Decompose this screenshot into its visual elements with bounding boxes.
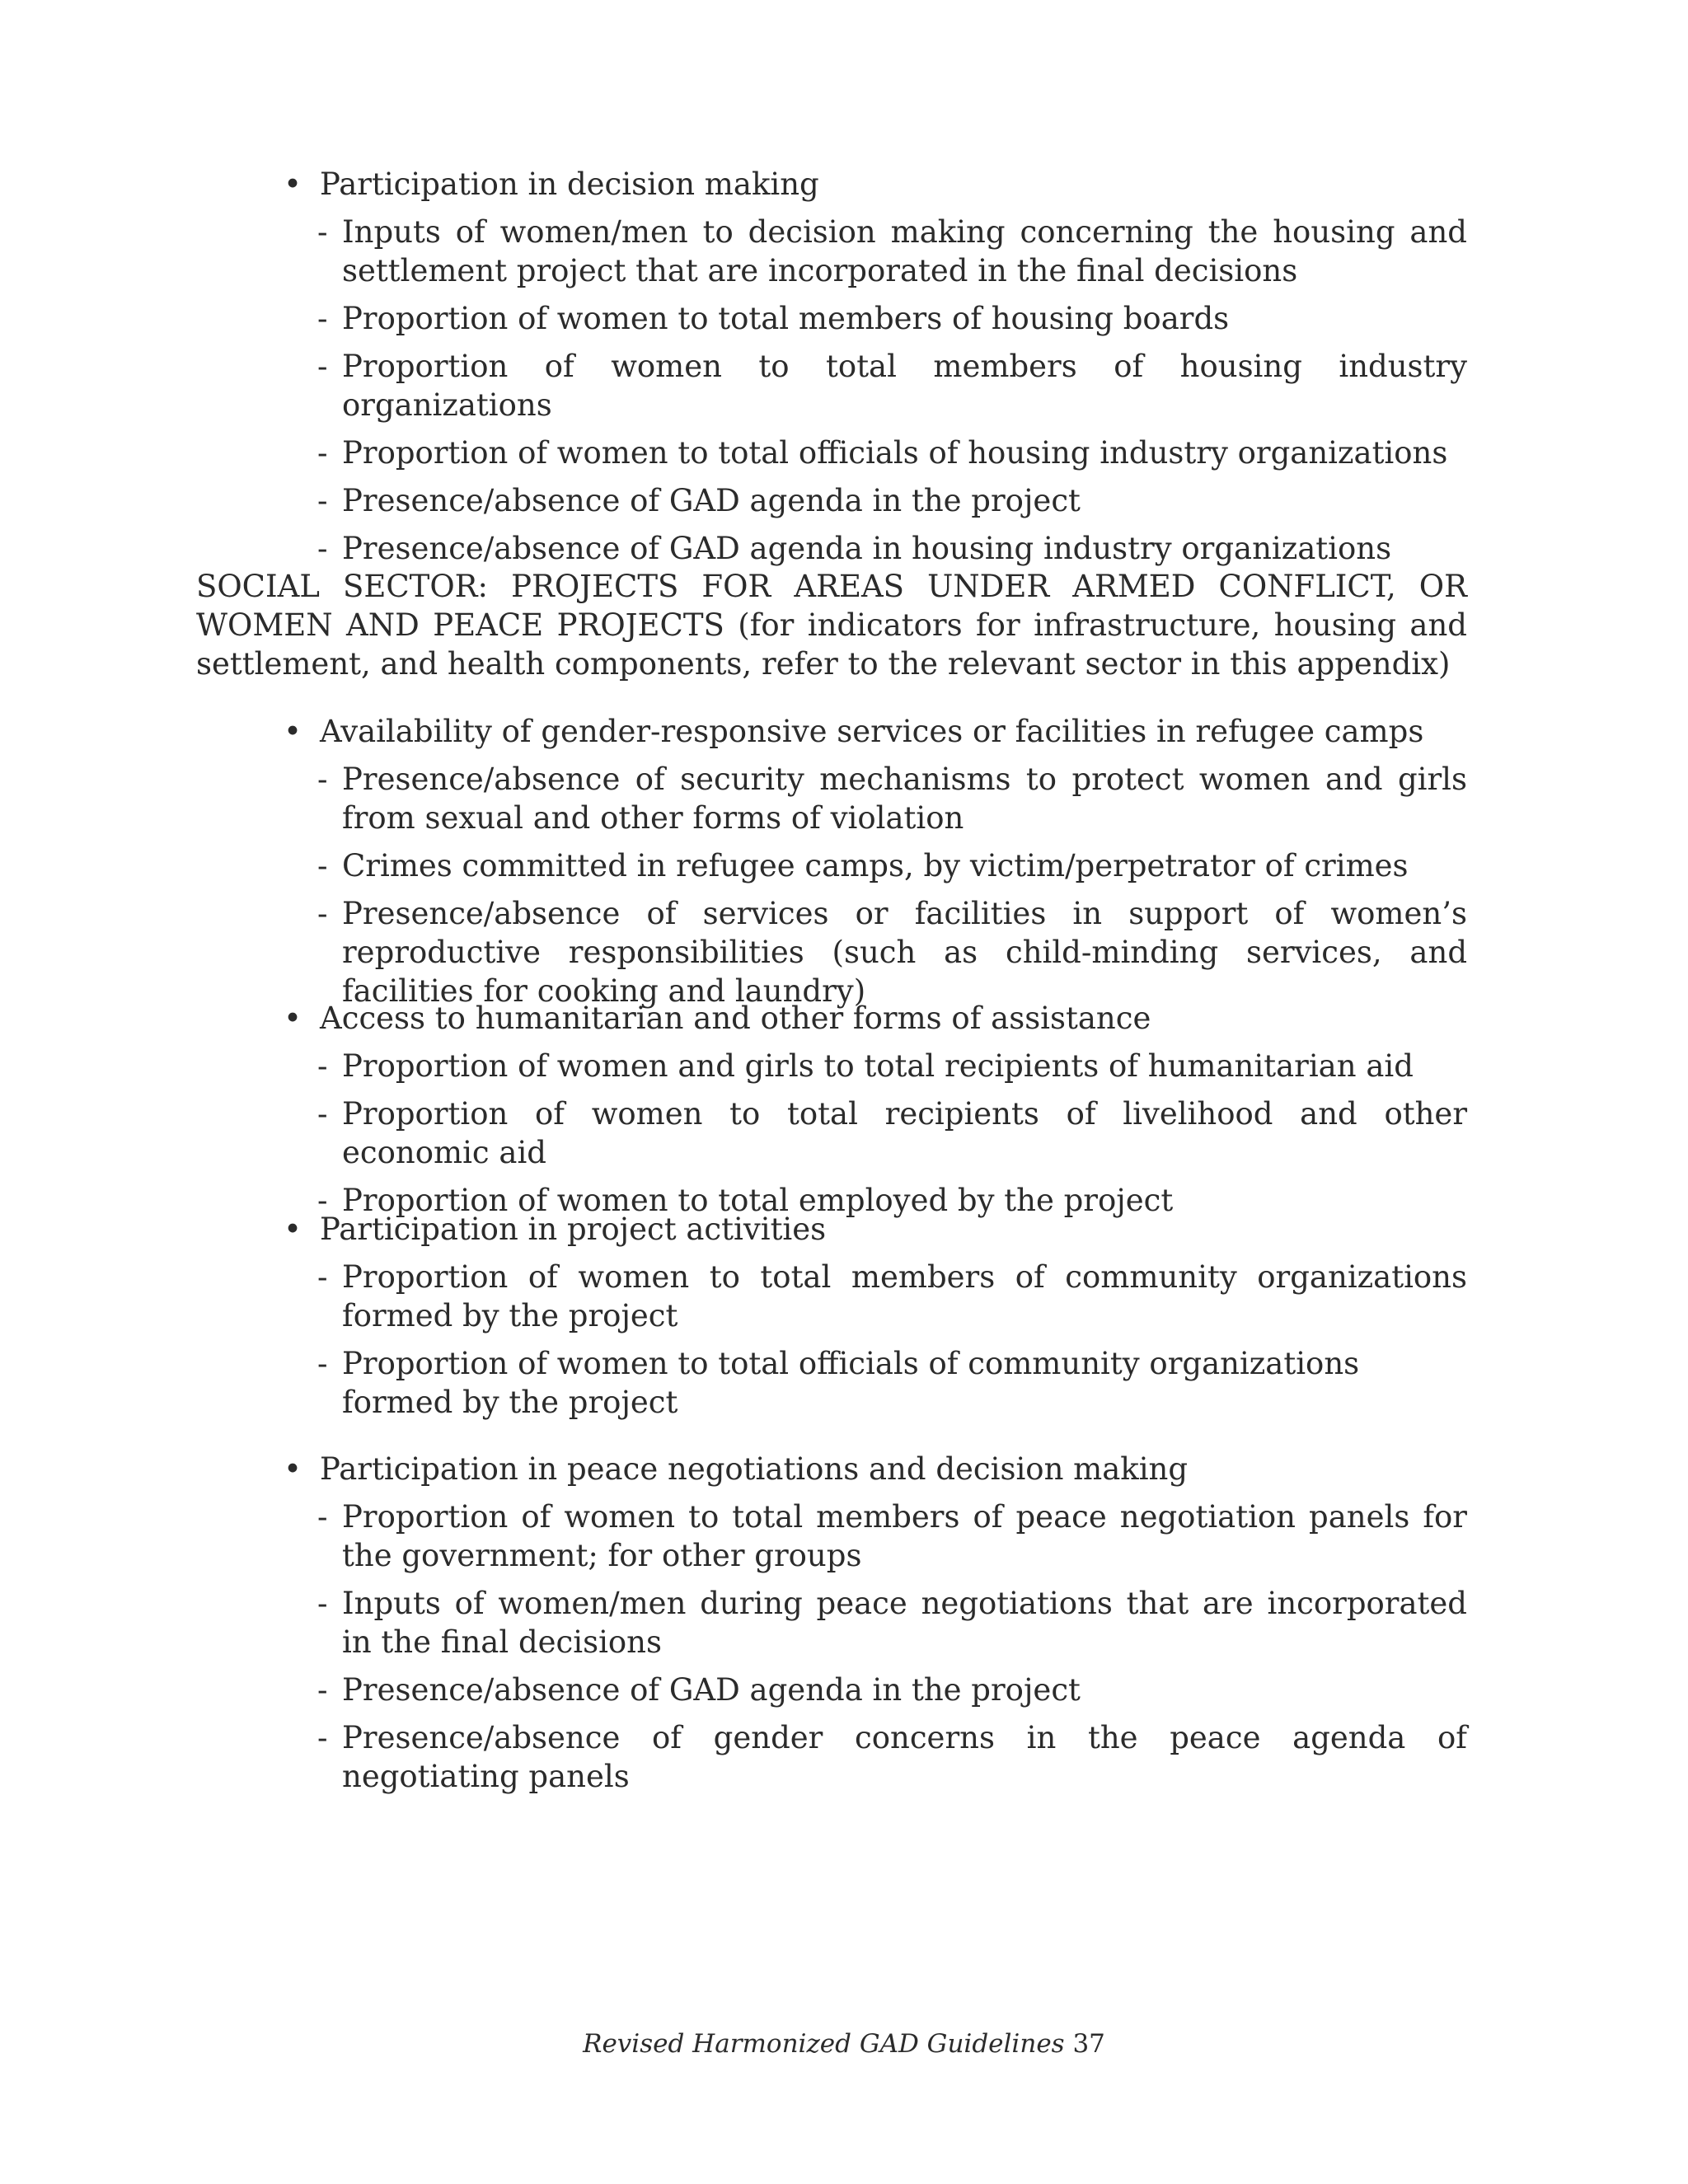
sub-item-text: Proportion of women to total members of peace negotiation panels for the government; for other groups	[342, 1499, 1467, 1573]
bullet-dot-icon: •	[284, 1451, 302, 1487]
sub-list	[280, 1258, 1467, 1422]
sub-item	[280, 1671, 1467, 1709]
dash-icon: -	[317, 848, 328, 883]
sub-item	[280, 481, 1467, 520]
sector-heading-paragraph: SOCIAL SECTOR: PROJECTS FOR AREAS UNDER ARMED CONFLICT, OR WOMEN AND PEACE PROJECTS (for indicators for infrastructure, housing and settlement, and health components, refer to the relevant sector in this appendix)	[196, 569, 1467, 682]
dash-icon: -	[317, 435, 328, 471]
sub-item	[280, 434, 1467, 472]
sub-item	[280, 1718, 1467, 1796]
dash-icon: -	[317, 896, 328, 931]
sub-item	[280, 1047, 1467, 1085]
sub-item-text: Inputs of women/men to decision making concerning the housing and settlement project that are incorporated in the final decisions	[342, 214, 1467, 288]
dash-icon: -	[317, 214, 328, 250]
bullet-text: Access to humanitarian and other forms of assistance	[320, 1001, 1151, 1036]
sub-item	[280, 1497, 1467, 1575]
sub-item	[280, 299, 1467, 338]
sub-list	[280, 1047, 1467, 1220]
sub-item-text: Presence/absence of GAD agenda in the project	[342, 1672, 1081, 1708]
bullet-text: Participation in project activities	[320, 1212, 827, 1247]
footer-title: Revised Harmonized GAD Guidelines	[583, 2029, 1065, 2059]
dash-icon: -	[317, 301, 328, 336]
sub-item-text: Inputs of women/men during peace negotiations that are incorporated in the final decisions	[342, 1586, 1467, 1660]
page-number: 37	[1072, 2029, 1105, 2059]
sub-item-text: Proportion of women to total members of housing industry organizations	[342, 349, 1467, 423]
dash-icon: -	[317, 349, 328, 384]
sub-item-text: Proportion of women to total officials of community organizations formed by the project	[342, 1346, 1360, 1420]
sub-item-text: Presence/absence of GAD agenda in housing industry organizations	[342, 531, 1392, 566]
sub-item-text: Proportion of women to total employed by the project	[342, 1183, 1174, 1218]
dash-icon: -	[317, 1672, 328, 1708]
sub-item-text: Presence/absence of GAD agenda in the project	[342, 483, 1081, 518]
sub-item	[280, 1258, 1467, 1335]
bullet-item	[280, 165, 1467, 204]
sub-item-text: Presence/absence of security mechanisms to protect women and girls from sexual and other forms of violation	[342, 762, 1467, 836]
bullet-item	[280, 1210, 1467, 1249]
bullet-item	[280, 712, 1467, 751]
dash-icon: -	[317, 1096, 328, 1132]
sub-item	[280, 846, 1467, 885]
sub-item	[280, 1094, 1467, 1172]
sub-item	[280, 1344, 1467, 1422]
dash-icon: -	[317, 483, 328, 518]
dash-icon: -	[317, 1048, 328, 1084]
dash-icon: -	[317, 1183, 328, 1218]
bullet-section-decision-making	[280, 165, 1467, 577]
bullet-section-refugee-services	[280, 712, 1467, 1019]
sub-item	[280, 1584, 1467, 1661]
sub-item-text: Presence/absence of services or facilities in support of women’s reproductive responsibilities (such as child-minding services, and facilities for cooking and laundry)	[342, 896, 1467, 1009]
bullet-dot-icon: •	[284, 1212, 302, 1247]
sub-item-text: Proportion of women to total members of housing boards	[342, 301, 1230, 336]
bullet-text: Availability of gender-responsive services or facilities in refugee camps	[320, 714, 1424, 749]
bullet-text: Participation in peace negotiations and decision making	[320, 1451, 1189, 1487]
dash-icon: -	[317, 531, 328, 566]
sub-item	[280, 347, 1467, 424]
dash-icon: -	[317, 1346, 328, 1381]
bullet-dot-icon: •	[284, 166, 302, 202]
sub-item	[280, 760, 1467, 837]
page-footer	[0, 2027, 1688, 2060]
bullet-item	[280, 1450, 1467, 1488]
sub-item-text: Presence/absence of gender concerns in the peace agenda of negotiating panels	[342, 1720, 1467, 1794]
bullet-section-humanitarian-access	[280, 999, 1467, 1229]
bullet-section-peace-negotiations	[280, 1450, 1467, 1805]
sub-list	[280, 213, 1467, 568]
bullet-item	[280, 999, 1467, 1038]
dash-icon: -	[317, 1499, 328, 1535]
sub-item-text: Proportion of women to total members of community organizations formed by the project	[342, 1259, 1467, 1333]
sub-list	[280, 1497, 1467, 1796]
bullet-dot-icon: •	[284, 1001, 302, 1036]
sub-item	[280, 894, 1467, 1010]
dash-icon: -	[317, 1720, 328, 1755]
sub-item-text: Proportion of women to total officials of housing industry organizations	[342, 435, 1448, 471]
sub-item	[280, 529, 1467, 568]
bullet-section-project-activities	[280, 1210, 1467, 1431]
sub-list	[280, 760, 1467, 1010]
dash-icon: -	[317, 1586, 328, 1621]
dash-icon: -	[317, 1259, 328, 1295]
dash-icon: -	[317, 762, 328, 797]
bullet-text: Participation in decision making	[320, 166, 819, 202]
sub-item	[280, 213, 1467, 290]
sub-item-text: Proportion of women and girls to total recipients of humanitarian aid	[342, 1048, 1414, 1084]
sub-item-text: Proportion of women to total recipients of livelihood and other economic aid	[342, 1096, 1467, 1170]
sub-item-text: Crimes committed in refugee camps, by victim/perpetrator of crimes	[342, 848, 1409, 883]
bullet-dot-icon: •	[284, 714, 302, 749]
